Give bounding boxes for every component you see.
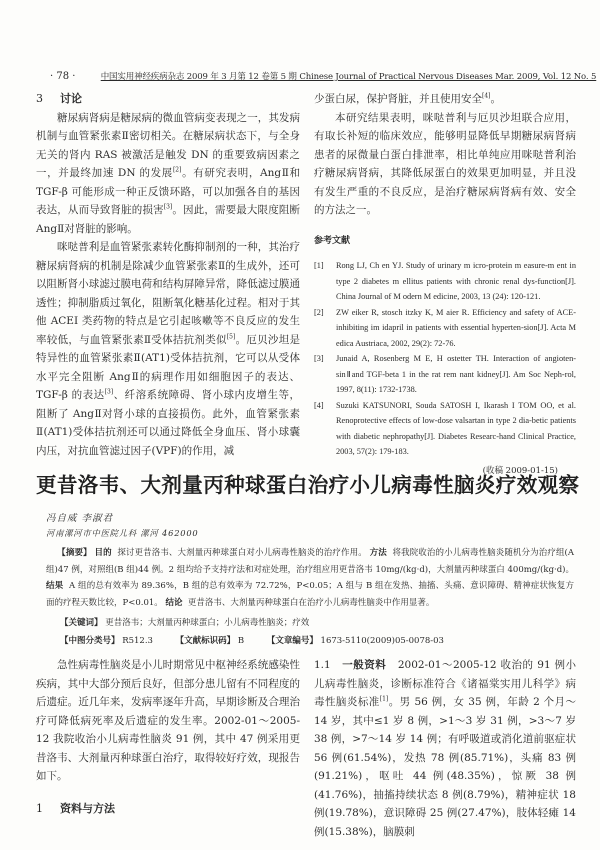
section-heading-discussion: 3 讨论 [36, 92, 82, 105]
conclusion-label: 结论 [165, 597, 183, 608]
reference-item: [2] ZW eiker R, stosch itzky K, M aier R. Efficiency and safety of ACE-inhibiting im idapril in patients with essential hyperten-sion[J]. Acta M edica Austriaca, 2002, 29(2): 72-76. [314, 307, 576, 348]
keywords-line: 【关键词】 更昔洛韦；大剂量丙种球蛋白；小儿病毒性脑炎；疗效 [60, 618, 310, 628]
prev-article-left-column [36, 90, 300, 460]
article-id: 1673-5110(2009)05-0078-03 [320, 636, 444, 646]
running-header [50, 70, 597, 84]
page-number: · 78 · [50, 71, 76, 82]
keywords: 更昔洛韦；大剂量丙种球蛋白；小儿病毒性脑炎；疗效 [105, 618, 310, 628]
article-left-column [36, 656, 300, 818]
reference-item: [4] Suzuki KATSUNORI, Souda SATOSH I, Ikarash I TOM OO, et al. Renoprotective effects of low-dose valsartan in type 2 dia-betic patients with diabetic nephropathy[J]. Diabetes Researc-hand Clinical Practice, 2003, 57(2): 179-183. [314, 400, 576, 456]
objective-label: 目的 [94, 548, 112, 558]
document-code: B [237, 636, 245, 646]
article-right-column [314, 656, 576, 841]
reference-item: [1] Rong LJ, Ch en YJ. Study of urinary m icro-protein m easure-m ent in type 2 diabetes m ellitus patients with chronic renal dys-function[J]. China Journal of M odern M edicine, 2003, 13 (24): 120-121. [314, 261, 576, 301]
article-affiliation: 河南漯河市中医院儿科 漯河 462000 [46, 528, 199, 538]
article-authors: 冯自威 李淑君 [46, 513, 114, 524]
classification-line: 【中图分类号】 R512.3 【文献标识码】 B 【文章编号】 1673-5110(2009)05-0078-03 [60, 636, 444, 646]
results-label: 结果 [46, 581, 64, 591]
article-abstract: 【摘要】 目的 探讨更昔洛韦、大剂量丙种球蛋白对小儿病毒性脑炎的治疗作用。 方法 将我院收治的小儿病毒性脑炎随机分为治疗组(A 组)47 例，对照组(B 组)44 例。2 组均给予支持疗法和对症处理，治疗组应用更昔洛韦 10mg/(kg·d)，大剂量丙种球蛋白 400mg/(kg·d)。 结果 A 组的总有效率为 89.36%，B 组的总有效率为 72.72%，P<0.05；A 组与 B 组在发热、抽搐、头痛、意识障碍、精神症状恢复方面的疗程天数比较，P<0.01。 结论 更昔洛韦、大剂量丙种球蛋白在治疗小儿病毒性脑炎中作用显著。 [46, 548, 575, 608]
received-date: (收稿 2009-01-15) [482, 465, 558, 476]
prev-article-right-column [314, 90, 576, 480]
references-heading: 参考文献 [314, 235, 351, 246]
methods-label: 方法 [369, 548, 387, 558]
discussion-paragraph-2: 咪哒普利是血管紧张素转化酶抑制剂的一种，其治疗糖尿病肾病的机制是除减少血管紧张素Ⅱ的生成外，还可以阻断肾小球滤过膜电荷和结构屏障异常，降低滤过膜通透性；抑制脂质过氧化，阻断氧化糖基化过程。相对于其他 ACEI 类药物的特点是它引起咳嗽等不良反应的发生率较低，与血管紧张素Ⅱ受体拮抗剂类似[5]。厄贝沙坦是特异性的血管紧张素Ⅱ(AT1)受体拮抗剂，它可以从受体水平完全阻断 AngⅡ的病理作用如细胞因子的表达、TGF-β 的表达[3]、纤溶系统障碍、肾小球内皮增生等，阻断了 AngⅡ对肾小球的直接损伤。此外，血管紧张素Ⅱ(AT1)受体拮抗剂还可以通过降低全身血压、肾小球囊内压，对抗血管滤过因子(VPF)的作用，减 [36, 241, 301, 457]
subsection-general-data: 1.1 一般资料 2002-01～2005-12 收治的 91 例小儿病毒性脑炎，诊断标准符合《诸福棠实用儿科学》病毒性脑炎标准[1]。男 56 例，女 35 例，年龄 2 个月～14 岁，其中≤1 岁 8 例，>1～3 岁 31 例，>3～7 岁 38 例，>7～14 岁 14 例；有呼吸道或消化道前驱症状 56 例(61.54%)，发热 78 例(85.71%)，头痛 83 例(91.21%)，呕吐 44 例(48.35%)，惊厥 38 例(41.76%)，抽搐持续状态 8 例(8.79%)，精神症状 18 例(19.78%)，意识障碍 25 例(27.47%)，肢体轻瘫 14 例(15.38%)，脑膜刺 [314, 659, 577, 838]
abstract-label: 【摘要】 [57, 548, 92, 558]
section-heading-methods: 1 资料与方法 [36, 801, 115, 815]
reference-item: [3] Junaid A, Rosenberg M E, H ostetter TH. Interaction of angioten-sinⅡand TGF-beta 1 in the rat rem nant kidney[J]. Am Soc Neph-rol, 1997, 8(11): 1732-1738. [314, 354, 576, 394]
clc-number: R512.3 [122, 636, 153, 646]
conclusion-paragraph: 本研究结果表明，咪哒普利与厄贝沙坦联合应用，有取长补短的临床效应，能够明显降低早期糖尿病肾病患者的尿微量白蛋白排泄率，相比单纯应用咪哒普利治疗糖尿病肾病，其降低尿蛋白的效果更加明显，并且没有发生严重的不良反应，是治疗糖尿病肾病有效、安全的方法之一。 [314, 111, 576, 216]
discussion-paragraph-1: 糖尿病肾病是糖尿病的微血管病变表现之一，其发病机制与血管紧张素Ⅱ密切相关。在糖尿病状态下，与全身无关的肾内 RAS 被激活是触发 DN 的重要致病因素之一，并最终加速 DN 的发展[2]。有研究表明，AngⅡ和 TGF-β 可能形成一种正反馈环路，可以加强各自的基因表达，从而导致肾脏的损害[3]。因此，需要最大限度阻断 AngⅡ对肾脏的影响。 [36, 111, 301, 235]
discussion-continuation: 少蛋白尿，保护肾脏，并且使用安全[4]。 [314, 92, 501, 105]
article-title: 更昔洛韦、大剂量丙种球蛋白治疗小儿病毒性脑炎疗效观察 [36, 473, 580, 497]
journal-citation-line: 中国实用神经疾病杂志 2009 年 3 月第 12 卷第 5 期 Chinese Journal of Practical Nervous Diseases Mar. 2009, Vol. 12 No. 5 [100, 72, 597, 82]
intro-paragraph: 急性病毒性脑炎是小儿时期常见中枢神经系统感染性疾病，其中大部分预后良好，但部分患儿留有不同程度的后遗症。近几年来，发病率逐年升高，早期诊断及合理治疗可降低病死率及后遗症的发生率。2002-01～2005-12 我院收治小儿病毒性脑炎 91 例，其中 47 例采用更昔洛韦、大剂量丙种球蛋白治疗，取得较好疗效，现报告如下。 [36, 659, 300, 782]
